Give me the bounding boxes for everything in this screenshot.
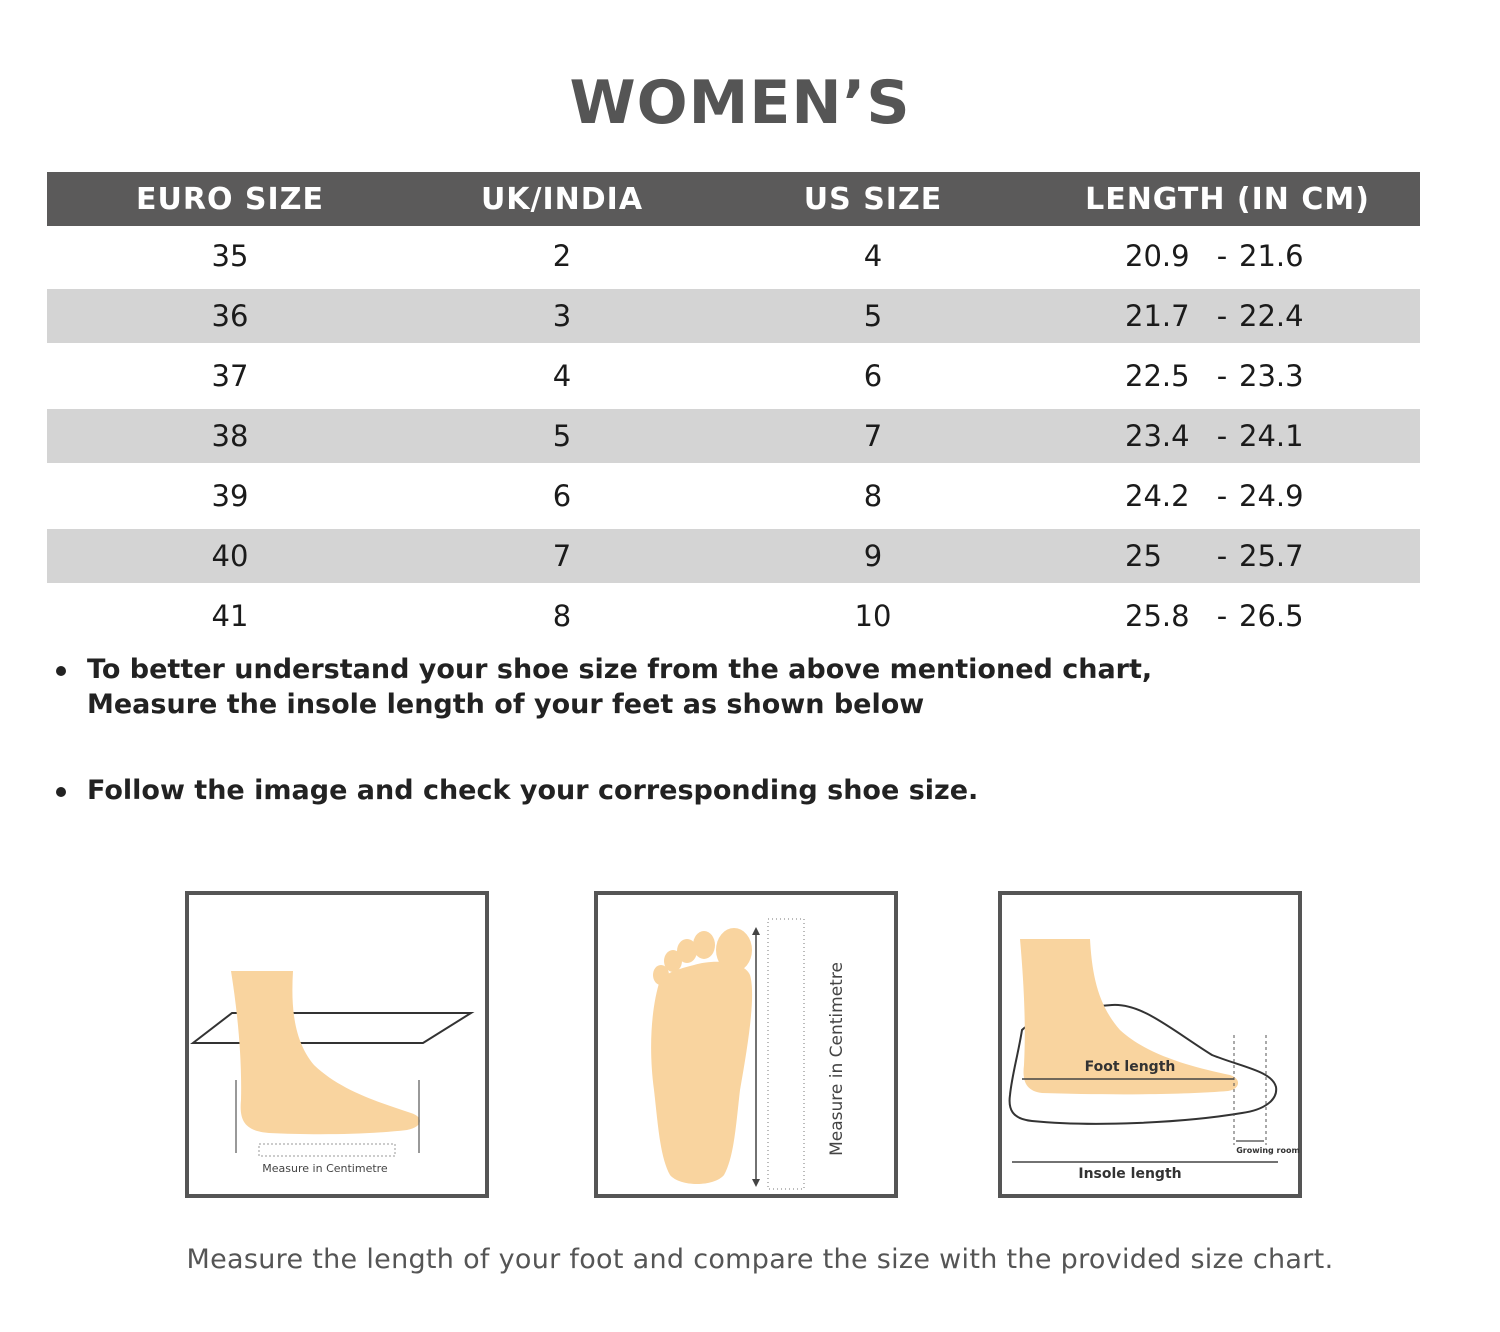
length-cell [1035, 239, 1420, 273]
length-min: 21.7 [1125, 299, 1190, 333]
instruction-line: Measure the insole length of your feet as shown below [87, 689, 925, 720]
range-dash: - [1216, 359, 1228, 393]
toe [653, 965, 669, 985]
uk-size-cell: 8 [552, 599, 572, 633]
instruction-item [52, 652, 1252, 722]
range-dash: - [1216, 539, 1228, 573]
foot-side-drawing [189, 895, 485, 1194]
euro-size-cell: 36 [211, 299, 249, 333]
us-size-cell: 7 [863, 419, 883, 453]
table-header [47, 172, 1420, 226]
length-min: 22.5 [1125, 359, 1190, 393]
shoe-drawing [1002, 895, 1306, 1194]
illustration-foot-top [594, 891, 898, 1198]
length-min: 23.4 [1125, 419, 1190, 453]
us-size-cell: 10 [854, 599, 892, 633]
instruction-line: To better understand your shoe size from the above mentioned chart, [87, 654, 1153, 685]
growing-room-label: Growing room [1236, 1146, 1300, 1155]
uk-size-cell: 7 [552, 539, 572, 573]
euro-size-cell: 41 [211, 599, 249, 633]
length-cell [1035, 419, 1420, 453]
length-cell [1035, 599, 1420, 633]
uk-size-cell: 4 [552, 359, 572, 393]
length-min: 24.2 [1125, 479, 1190, 513]
arrow-head-up [752, 927, 760, 935]
size-chart-table [47, 172, 1420, 646]
header-us-size: US SIZE [803, 181, 943, 217]
header-length: LENGTH (IN CM) [1085, 181, 1370, 217]
length-max: 26.5 [1239, 599, 1304, 633]
instruction-item [52, 773, 1252, 808]
header-uk-india: UK/INDIA [480, 181, 644, 217]
table-row [47, 466, 1420, 526]
euro-size-cell: 35 [211, 239, 249, 273]
big-toe [716, 928, 752, 972]
measuring-board [193, 1013, 471, 1043]
us-size-cell: 8 [863, 479, 883, 513]
range-dash: - [1216, 239, 1228, 273]
length-min: 20.9 [1125, 239, 1190, 273]
range-dash: - [1216, 419, 1228, 453]
table-row [47, 226, 1420, 286]
table-row [47, 289, 1420, 343]
euro-size-cell: 39 [211, 479, 249, 513]
us-size-cell: 9 [863, 539, 883, 573]
euro-size-cell: 38 [211, 419, 249, 453]
foot-shape [231, 971, 420, 1134]
euro-size-cell: 40 [211, 539, 249, 573]
instruction-line: Follow the image and check your corresponding shoe size. [87, 775, 979, 806]
length-cell [1035, 359, 1420, 393]
insole-length-label: Insole length [1078, 1166, 1182, 1182]
table-row [47, 529, 1420, 583]
ruler-scale [768, 919, 804, 1189]
length-max: 22.4 [1239, 299, 1304, 333]
arrow-head-down [752, 1179, 760, 1187]
length-cell [1035, 539, 1420, 573]
illustration-foot-side [185, 891, 489, 1198]
euro-size-cell: 37 [211, 359, 249, 393]
table-row [47, 409, 1420, 463]
table-row [47, 586, 1420, 646]
length-max: 25.7 [1239, 539, 1304, 573]
range-dash: - [1216, 299, 1228, 333]
length-max: 21.6 [1239, 239, 1304, 273]
foot-top-drawing [598, 895, 902, 1194]
measure-label: Measure in Centimetre [262, 1162, 388, 1175]
uk-size-cell: 3 [552, 299, 572, 333]
range-dash: - [1216, 599, 1228, 633]
illustration-foot-in-shoe [998, 891, 1302, 1198]
length-cell [1035, 479, 1420, 513]
page-title: WOMEN’S [569, 68, 911, 138]
ruler-ticks [259, 1144, 395, 1156]
length-min: 25 [1125, 539, 1162, 573]
length-max: 24.9 [1239, 479, 1304, 513]
length-max: 24.1 [1239, 419, 1304, 453]
us-size-cell: 5 [863, 299, 883, 333]
bottom-caption: Measure the length of your foot and compare the size with the provided size chart. [186, 1244, 1334, 1275]
header-euro-size: EURO SIZE [136, 181, 324, 217]
length-max: 23.3 [1239, 359, 1304, 393]
measure-label: Measure in Centimetre [827, 962, 847, 1156]
sole-shape [651, 962, 752, 1184]
range-dash: - [1216, 479, 1228, 513]
us-size-cell: 4 [863, 239, 883, 273]
length-min: 25.8 [1125, 599, 1190, 633]
foot-length-label: Foot length [1084, 1059, 1176, 1075]
uk-size-cell: 6 [552, 479, 572, 513]
us-size-cell: 6 [863, 359, 883, 393]
table-row [47, 346, 1420, 406]
instructions-list [52, 652, 1252, 808]
length-cell [1035, 299, 1420, 333]
uk-size-cell: 2 [552, 239, 572, 273]
uk-size-cell: 5 [552, 419, 572, 453]
